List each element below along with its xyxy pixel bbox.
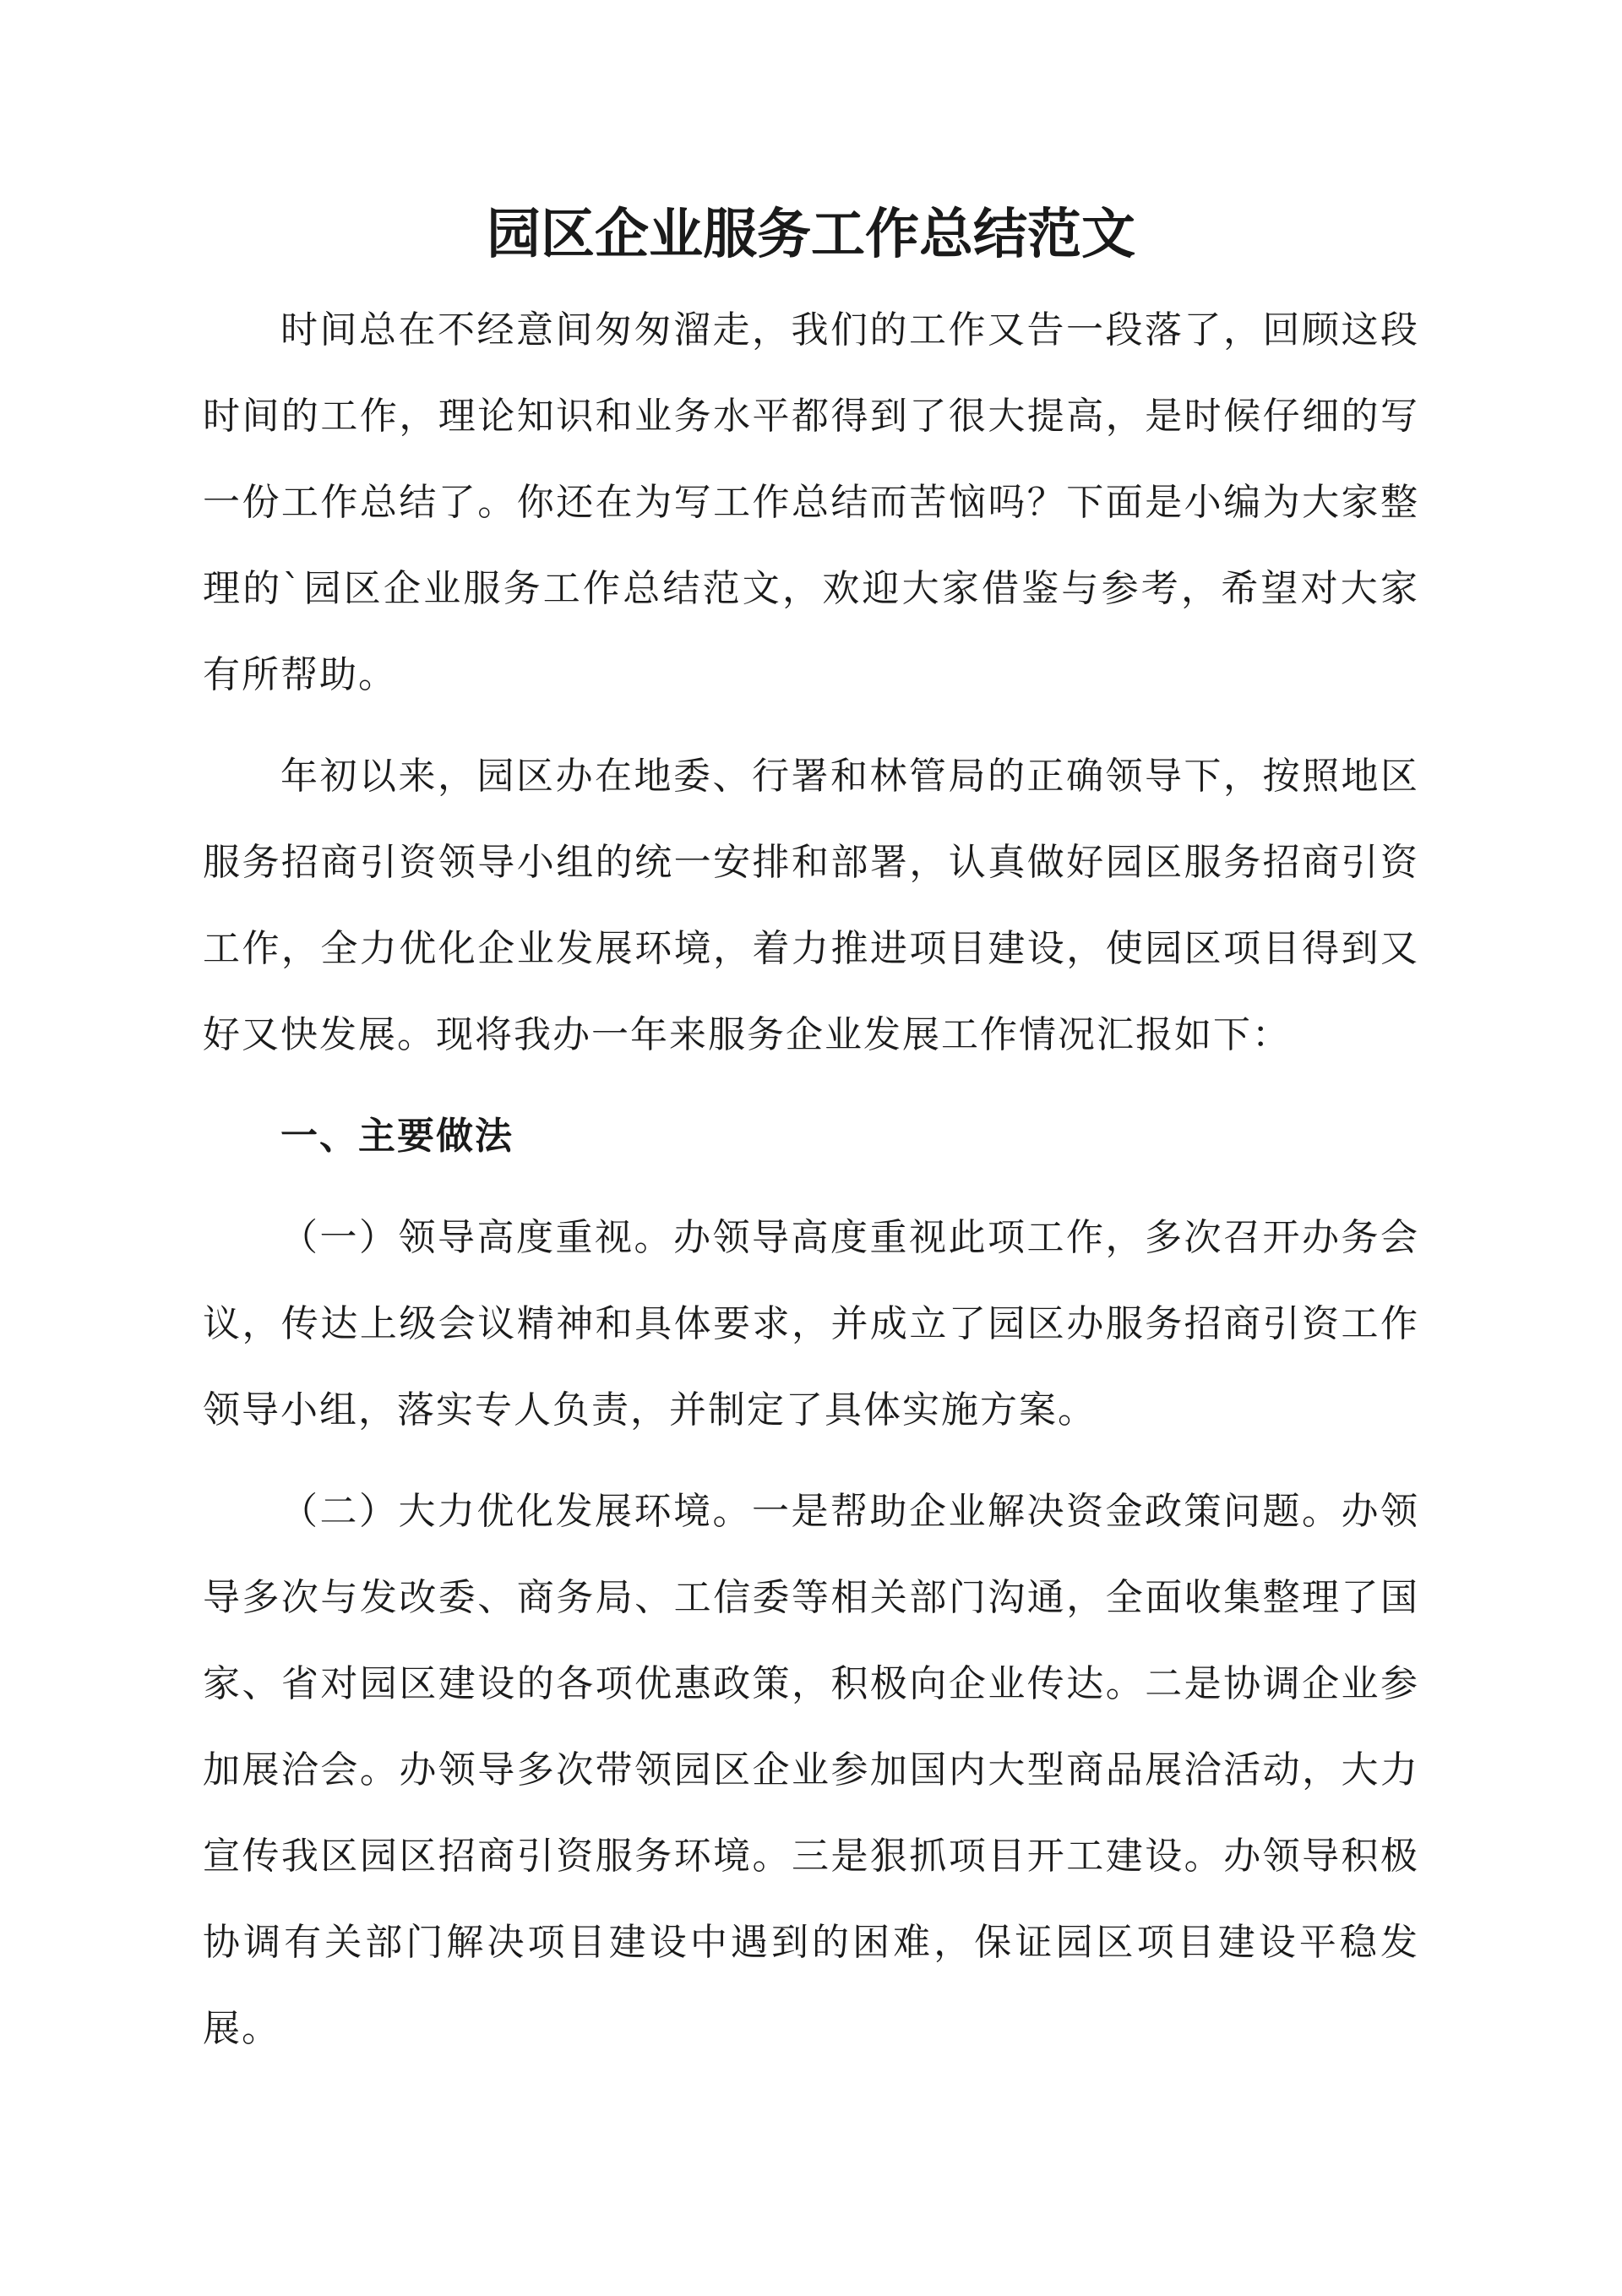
document-body [203,287,1419,2087]
intro-paragraph: 时间总在不经意间匆匆溜走，我们的工作又告一段落了，回顾这段时间的工作，理论知识和业务水平都得到了很大提高，是时候仔细的写一份工作总结了。你还在为写工作总结而苦恼吗？下面是小编为大家整理的`园区企业服务工作总结范文，欢迎大家借鉴与参考，希望对大家有所帮助。 [203,308,1419,696]
section-paragraph-1: （一）领导高度重视。办领导高度重视此项工作，多次召开办务会议，传达上级会议精神和具体要求，并成立了园区办服务招商引资工作领导小组，落实专人负责，并制定了具体实施方案。 [203,1216,1419,1432]
overview-paragraph: 年初以来，园区办在地委、行署和林管局的正确领导下，按照地区服务招商引资领导小组的统一安排和部署，认真做好园区服务招商引资工作，全力优化企业发展环境，着力推进项目建设，使园区项目得到又好又快发展。现将我办一年来服务企业发展工作情况汇报如下： [203,755,1419,1056]
section-heading: 一、主要做法 [280,1115,514,1158]
document-title: 园区企业服务工作总结范文 [487,203,1135,266]
section-paragraph-2: （二）大力优化发展环境。一是帮助企业解决资金政策问题。办领导多次与发改委、商务局、工信委等相关部门沟通，全面收集整理了国家、省对园区建设的各项优惠政策，积极向企业传达。二是协调企业参加展洽会。办领导多次带领园区企业参加国内大型商品展洽活动，大力宣传我区园区招商引资服务环境。三是狠抓项目开工建设。办领导积极协调有关部门解决项目建设中遇到的困难，保证园区项目建设平稳发展。 [203,1490,1419,2050]
